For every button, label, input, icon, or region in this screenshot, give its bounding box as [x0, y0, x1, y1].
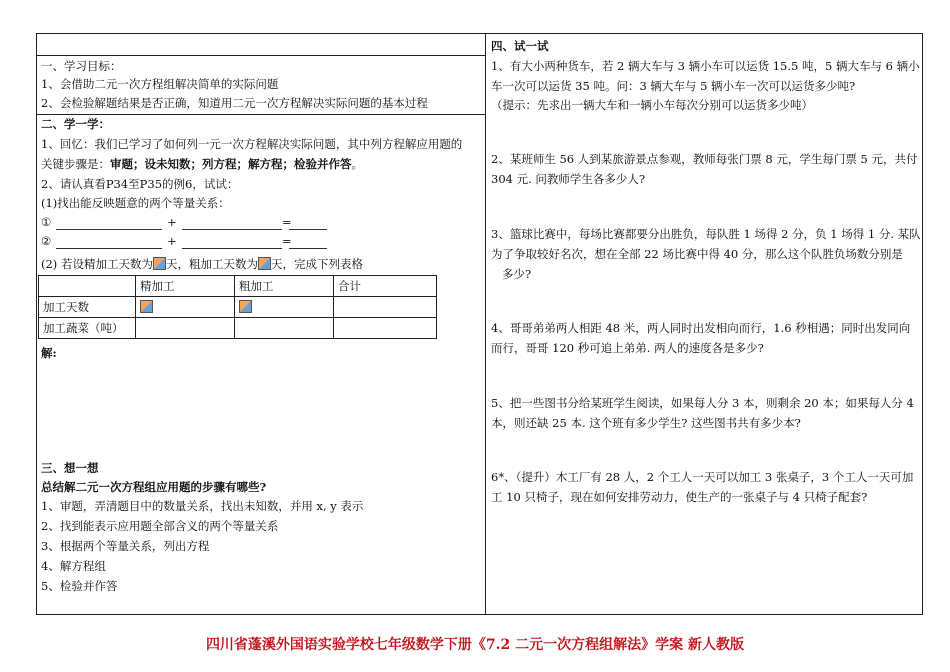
- question-3-line-1: 3、篮球比赛中，每场比赛都要分出胜负，每队胜 1 场得 2 分，负 1 场得 1 分. 某队: [491, 227, 921, 241]
- example-instruction: 2、请认真看P34至P35的例6，试试：: [41, 177, 239, 191]
- step-item: 4、解方程组: [41, 559, 106, 573]
- question-1-hint: （提示：先求出一辆大车和一辆小车每次分别可以运货多少吨）: [491, 98, 813, 112]
- blank-1a[interactable]: [56, 229, 162, 230]
- circle-2: ②: [41, 234, 52, 248]
- step-item: 2、找到能表示应用题全部含义的两个等量关系: [41, 519, 279, 533]
- variable-placeholder-icon: [239, 300, 252, 313]
- blank-1c[interactable]: [289, 229, 327, 230]
- question-6-line-1: 6*、（提升）木工厂有 28 人，2 个工人一天可以加工 3 张桌子，3 个工人一天可加: [491, 470, 914, 484]
- blank-2b[interactable]: [182, 248, 282, 249]
- blank-2a[interactable]: [56, 248, 162, 249]
- step-item: 1、审题，弄清题目中的数量关系，找出未知数，并用 x, y 表示: [41, 499, 364, 513]
- blank-2c[interactable]: [289, 248, 327, 249]
- question-5-line-2: 本，则还缺 25 本. 这个班有多少学生? 这些图书共有多少本?: [491, 416, 801, 430]
- recall-line-1: 1、回忆：我们已学习了如何列一元一次方程解决实际问题，其中列方程解应用题的: [41, 137, 463, 151]
- table-header-empty: [39, 276, 136, 297]
- equal-relation-prompt: (1)找出能反映题意的两个等量关系：: [41, 196, 230, 210]
- section-4-title: 四、试一试: [491, 39, 549, 53]
- cell-rough-veg[interactable]: [235, 318, 334, 339]
- step-item: 5、检验并作答: [41, 579, 118, 593]
- plus-1: +: [167, 215, 177, 229]
- cell-total-veg[interactable]: [334, 318, 437, 339]
- question-2-line-1: 2、某班师生 56 人到某旅游景点参观，教师每张门票 8 元，学生每门票 5 元，共付: [491, 152, 918, 166]
- rule-top: [36, 55, 486, 56]
- goal-2: 2、会检验解题结果是否正确，知道用二元一次方程解决实际问题的基本过程: [41, 96, 428, 110]
- question-3-line-2: 为了争取较好名次，想在全部 22 场比赛中得 40 分，那么这个队胜负场数分别是: [491, 247, 903, 261]
- solution-label: 解:: [41, 346, 57, 360]
- cell-fine-veg[interactable]: [136, 318, 235, 339]
- question-4-line-2: 而行，哥哥 120 秒可追上弟弟. 两人的速度各是多少?: [491, 341, 764, 355]
- table-header-fine: 精加工: [136, 276, 235, 297]
- plus-2: +: [167, 234, 177, 248]
- table-header-total: 合计: [334, 276, 437, 297]
- row-label-days: 加工天数: [39, 297, 136, 318]
- key-steps: 审题；设未知数；列方程；解方程；检验并作答: [110, 157, 352, 171]
- table-row: [39, 297, 437, 318]
- question-1-line-1: 1、有大小两种货车，若 2 辆大车与 3 辆小车可以运货 15.5 吨，5 辆大车与 6 辆小: [491, 59, 920, 73]
- summary-question: 总结解二元一次方程组应用题的步骤有哪些?: [41, 480, 267, 494]
- variable-placeholder-icon: [258, 257, 271, 270]
- equals-2: =: [282, 234, 292, 248]
- row-label-vegetables: 加工蔬菜（吨）: [39, 318, 136, 339]
- column-divider: [485, 33, 486, 615]
- cell-total-days[interactable]: [334, 297, 437, 318]
- question-3-line-3: 多少?: [502, 267, 532, 281]
- variable-placeholder-icon: [140, 300, 153, 313]
- question-1-line-2: 车一次可以运货 35 吨。问：3 辆大车与 5 辆小车一次可以运货多少吨?: [491, 79, 856, 93]
- table-header-row: [39, 276, 437, 297]
- circle-1: ①: [41, 215, 52, 229]
- cell-fine-days[interactable]: [136, 297, 235, 318]
- equals-1: =: [282, 215, 292, 229]
- table-instruction: (2) 若设精加工天数为 天，粗加工天数为 天，完成下列表格: [41, 257, 363, 271]
- question-5-line-1: 5、把一些图书分给某班学生阅读，如果每人分 3 本，则剩余 20 本；如果每人分 4: [491, 396, 914, 410]
- question-6-line-2: 工 10 只椅子，现在如何安排劳动力，使生产的一张桌子与 4 只椅子配套?: [491, 490, 868, 504]
- processing-table: [38, 275, 437, 339]
- variable-placeholder-icon: [153, 257, 166, 270]
- step-item: 3、根据两个等量关系，列出方程: [41, 539, 210, 553]
- table-header-rough: 粗加工: [235, 276, 334, 297]
- section-3-title: 三、想一想: [41, 461, 99, 475]
- section-1-title: 一、学习目标：: [41, 59, 122, 73]
- rule-after-goals: [36, 114, 486, 115]
- cell-rough-days[interactable]: [235, 297, 334, 318]
- section-2-title: 二、学一学：: [41, 117, 110, 131]
- question-2-line-2: 304 元. 问教师学生各多少人?: [491, 172, 646, 186]
- recall-line-2: 关键步骤是：审题；设未知数；列方程；解方程；检验并作答。: [41, 157, 363, 171]
- document-footer-title: 四川省蓬溪外国语实验学校七年级数学下册《7.2 二元一次方程组解法》学案 新人教版: [205, 637, 745, 653]
- blank-1b[interactable]: [182, 229, 282, 230]
- table-row: [39, 318, 437, 339]
- goal-1: 1、会借助二元一次方程组解决简单的实际问题: [41, 77, 279, 91]
- question-4-line-1: 4、哥哥弟弟两人相距 48 米，两人同时出发相向而行，1.6 秒相遇；同时出发同向: [491, 321, 911, 335]
